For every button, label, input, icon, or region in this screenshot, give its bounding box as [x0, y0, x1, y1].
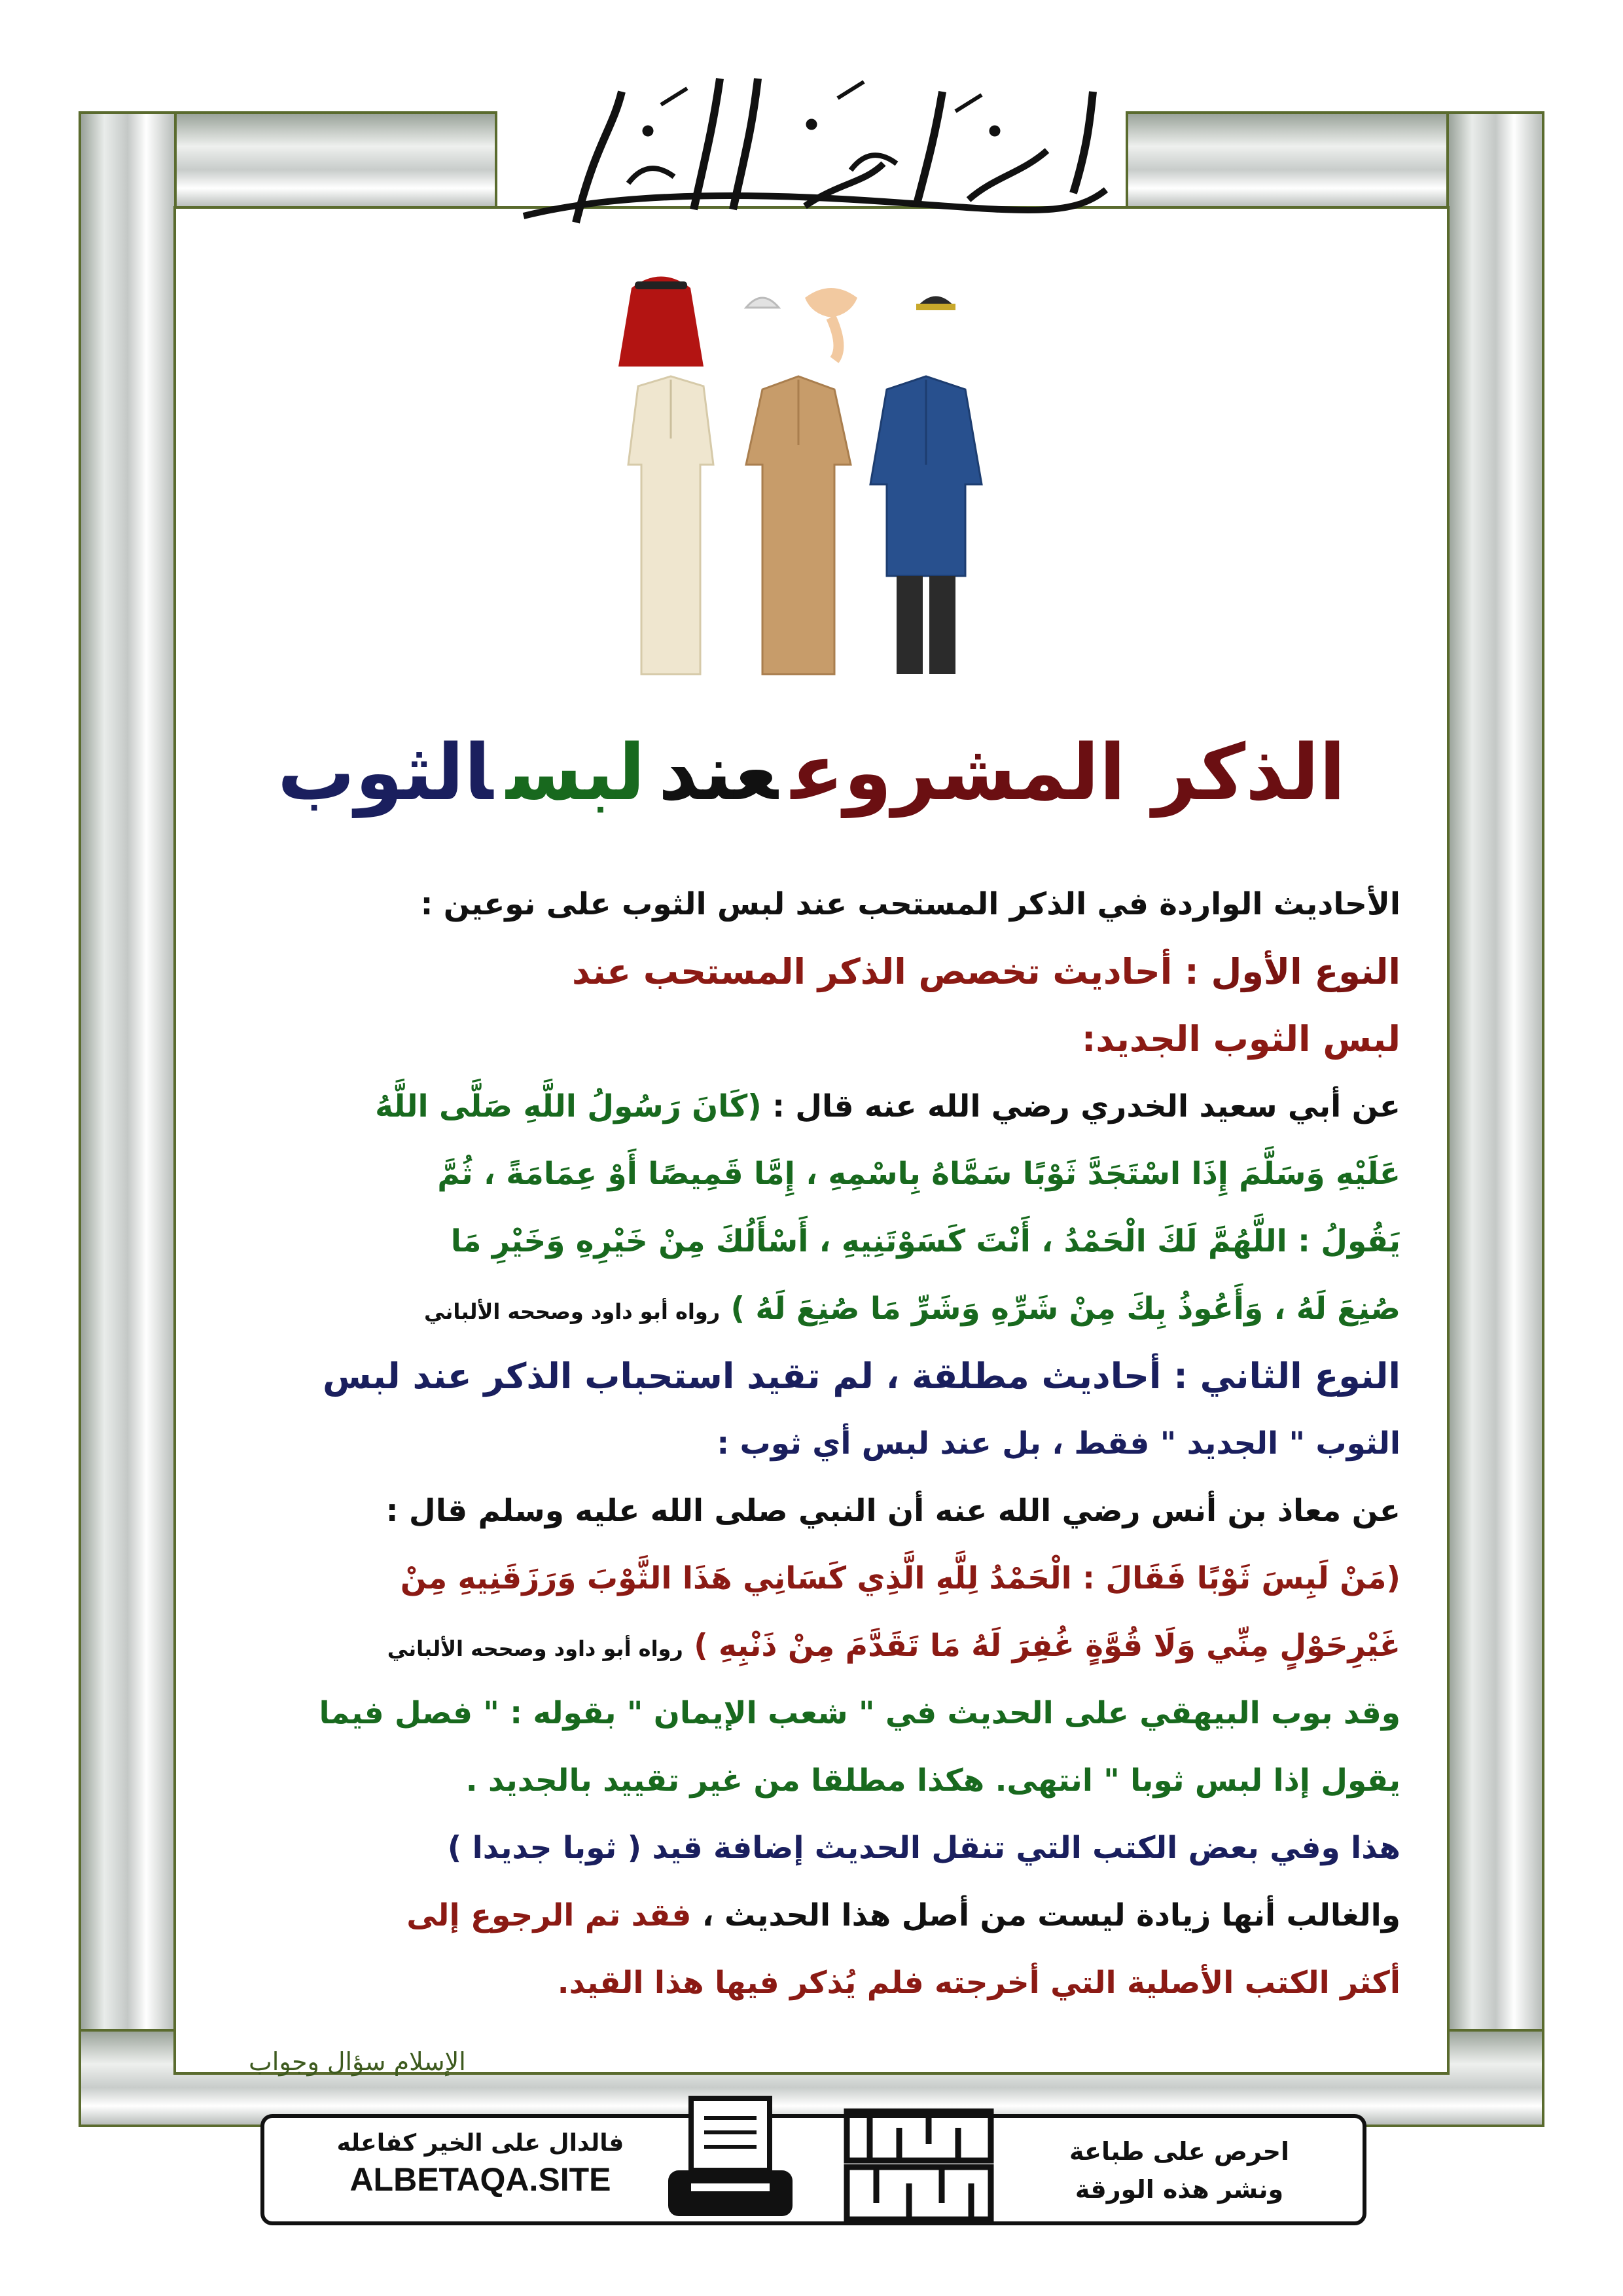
footer-right — [1042, 2132, 1317, 2208]
title-part-1: الذكر المشروع — [791, 727, 1346, 817]
note-line-2a: والغالب أنها زيادة ليست من أصل هذا الحديث ، — [691, 1897, 1400, 1933]
red-shemagh-icon — [618, 277, 704, 367]
type1-label: النوع الأول — [1211, 951, 1400, 992]
source-credit: الإسلام سؤال وجواب — [249, 2047, 466, 2076]
footer-left — [284, 2130, 677, 2198]
intro-line: الأحاديث الواردة في الذكر المستحب عند لبس الثوب على نوعين : — [420, 886, 1400, 922]
article-body — [242, 870, 1400, 2017]
clothes-illustration — [609, 268, 1008, 694]
type2-heading — [242, 1342, 1400, 1410]
type2-continuation: الثوب " الجديد " فقط ، بل عند لبس أي ثوب : — [717, 1426, 1400, 1462]
type1-text: : أحاديث تخصص الذكر المستحب عند — [572, 951, 1211, 992]
bayhaqi-line-1: وقد بوب البيهقي على الحديث في " شعب الإيمان " بقوله : " فصل فيما — [319, 1695, 1400, 1731]
footer-print-line-2: ونشر هذه الورقة — [1075, 2175, 1284, 2204]
hadith2-line-1: (مَنْ لَبِسَ ثَوْبًا فَقَالَ : الْحَمْدُ لِلَّهِ الَّذِي كَسَانِي هَذَا الثَّوْبَ وَرَزَقَنِيهِ مِنْ — [400, 1560, 1400, 1596]
hadith1-line-3: يَقُولُ : اللَّهُمَّ لَكَ الْحَمْدُ ، أَنْتَ كَسَوْتَنِيهِ ، أَسْأَلُكَ مِنْ خَيْرِهِ وَخَيْرِ مَا — [450, 1223, 1400, 1259]
title-part-4: الثوب — [277, 727, 493, 817]
note-line-1: هذا وفي بعض الكتب التي تنقل الحديث إضافة قيد ( ثوبا جديدا ) — [447, 1830, 1400, 1866]
hadith2-source: رواه أبو داود وصححه الألباني — [387, 1636, 683, 1661]
note-line-3: أكثر الكتب الأصلية التي أخرجته فلم يُذكر فيها هذا القيد. — [557, 1965, 1400, 2001]
type1-continuation: لبس الثوب الجديد: — [1081, 1018, 1400, 1060]
title-part-3: لبس — [506, 727, 645, 817]
hadith1-intro: عن أبي سعيد الخدري رضي الله عنه قال : — [761, 1088, 1400, 1124]
footer-banner — [260, 2114, 1366, 2225]
hadith2-last-line — [242, 1612, 1400, 1679]
hadith2-intro: عن معاذ بن أنس رضي الله عنه أن النبي صلى الله عليه وسلم قال : — [385, 1493, 1400, 1529]
footer-motto: فالدال على الخير كفاعله — [336, 2130, 624, 2157]
printer-icon — [665, 2092, 796, 2233]
bayhaqi-line-2: يقول إذا لبس ثوبا " انتهى. هكذا مطلقا من غير تقييد بالجديد . — [465, 1763, 1400, 1799]
hadith1-line-4: صُنِعَ لَهُ ، وَأَعُوذُ بِكَ مِنْ شَرِّهِ وَشَرِّ مَا صُنِعَ لَهُ ) — [720, 1291, 1400, 1327]
dawah-logo — [837, 2098, 1001, 2229]
note-line-2 — [242, 1882, 1400, 1949]
type2-text: : أحاديث مطلقة ، لم تقيد استحباب الذكر عند لبس — [323, 1355, 1200, 1397]
title-part-2: عند — [658, 727, 778, 817]
page-title — [196, 726, 1427, 819]
basmala-calligraphy — [497, 52, 1126, 249]
footer-print-line-1: احرص على طباعة — [1069, 2137, 1290, 2166]
type1-heading — [242, 938, 1400, 1005]
type2-label: النوع الثاني — [1200, 1355, 1400, 1397]
hadith2-line-2: غَيْرِحَوْلٍ مِنِّي وَلَا قُوَّةٍ غُفِرَ لَهُ مَا تَقَدَّمَ مِنْ ذَنْبِهِ ) — [683, 1628, 1400, 1664]
frame-right — [1446, 111, 1544, 2127]
hadith1-line-1: (كَانَ رَسُولُ اللَّهِ صَلَّى اللَّهُ — [375, 1088, 762, 1124]
footer-site-link[interactable]: ALBETAQA.SITE — [349, 2161, 611, 2198]
note-line-2b: فقد تم الرجوع إلى — [406, 1897, 692, 1933]
hadith1-line-2: عَلَيْهِ وَسَلَّمَ إِذَا اسْتَجَدَّ ثَوْبًا سَمَّاهُ بِاسْمِهِ ، إِمَّا قَمِيصًا أَوْ عِمَامَةً ، ثُمَّ — [437, 1156, 1400, 1192]
hadith1-source: رواه أبو داود وصححه الألباني — [424, 1299, 721, 1324]
hadith1-last-line — [242, 1275, 1400, 1342]
hadith1-intro-line — [242, 1073, 1400, 1140]
frame-left — [79, 111, 177, 2127]
